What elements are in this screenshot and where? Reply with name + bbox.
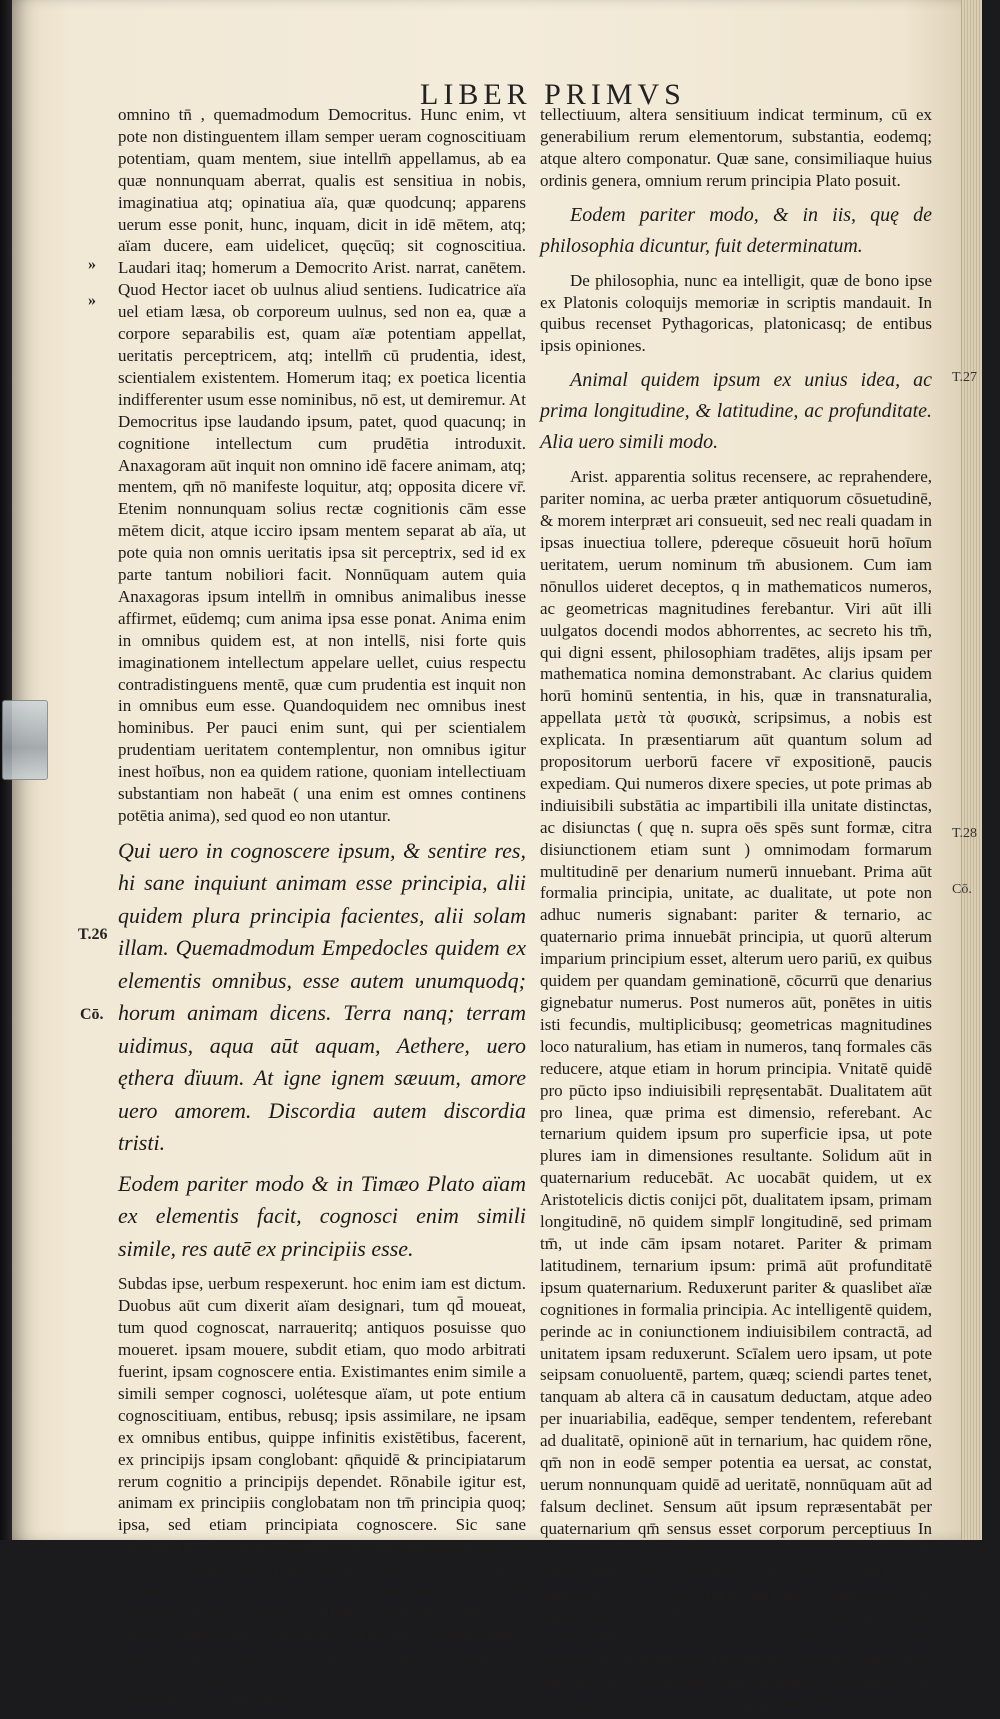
right-column: [540, 104, 932, 1719]
right-margin-notes: [952, 90, 980, 906]
left-column: [118, 104, 526, 1716]
margin-text-marker: T.28: [952, 826, 978, 841]
margin-comment-marker: Cō.: [80, 1006, 104, 1023]
margin-comment-marker: Cō.: [952, 882, 972, 897]
commentary-paragraph: Subdas ipse, uerbum respexerunt. hoc enim iam est dictum. Duobus aūt cum dixerit aïam designari, tum qd̄ moueat, tum quod cognoscat, narraueritq; antiquos posuisse quo moueret. ipsam mouere, subdit etiam, quo modo arbitrati fuerint, ipsam cognoscere entia. Existimantes enim simile a simili semper cognosci, uolétesque aïam, ut pote entium cognoscitiuam, entibus, rebusq; ipsis assimilare, ne ipsam ex omnibus entibus, quippe infinitis existētibus, facerent, ex principijs ipsam conglobant: qn̄quidē & principiatarum rerum cognitio a principijs dependet. Rōnabile igitur est, animam ex principiis conglobatam non tm̄ principia quoq; ipsa, sed etiam principiata cognoscere. Sic sane Empedocles ex quatuor elementis ipsam contexebat, atq; ex motiuis duobus principijs, amicitia, scilicet, & discordia: neque modo solum anima esse mixtionem ex omnibus illis dicebat principijs, sed & quodlibet principium, cum ualeat simile cognoscere. Cuiuslibet enim rei cognoscitiuum, dicebat animam esse. Plato aūt in Timeo ex indiuisibili substantia, eaque, quæ circa corpora compartita est, aïam cōponebat. Quarum altera in-: [118, 1274, 526, 1710]
text-passage: Eodem pariter modo, & in iis, quę de philosophia dicuntur, fuit determinatum.: [540, 203, 932, 257]
commentary-paragraph: tellectiuum, altera sensitiuum indicat terminum, cū ex generabilium rerum elementorum, substantia, eodemq; atque altero componatur. Quæ sane, consimiliaque huius ordinis genera, omnium rerum principia Plato posuit.: [540, 105, 932, 190]
text-passage: Qui uero in cognoscere ipsum, & sentire res, hi sane inquiunt animam esse principia, alii quidem plura principia facientes, alii solam illam. Quemadmodum Empedocles quidem ex elementis omnibus, esse autem unumquodq; horum animam dicens. Terra nanq; terram uidimus, aqua aūt aquam, Aethere, uero ęthera dïuum. At igne ignem sæuum, amore uero amorem. Discordia autem discordia tristi.: [118, 837, 526, 1156]
page-clip: [2, 700, 48, 780]
margin-quote-mark: »: [88, 256, 96, 273]
commentary-paragraph: Arist. apparentia solitus recensere, ac reprahendere, pariter nomina, ac uerba præter antiquorum cōsuetudinē, & morem interpræt ari consueuit, sed nec reali quadam in ipsas inuectiua tollere, pdereque cōsueuit horū hoīum ueritatem, uerum nominum tm̄ abusionem. Cum iam nōnullos uideret deceptos, q in mathematicos numeros, ac geometricas magnitudines ferebantur. Viri aūt illi uulgatos docendi modos abhorrentes, ac secreto his tm̄, qui digni essent, philosophiam tradētes, alijs ipsam per mathematica nomina demonstrabant. Ac clarius quidem horū hominū sententia, in his, quæ in transnaturalia, appellata μετὰ τὰ φυσικὰ, scripsimus, a nobis est explicata. In præsentiarum aūt quantum solum ad propositorum uerborū facere vr̄ expositionē, paucis expediam. Qui numeros dixere species, ut pote primas ab indiuisibili substātia ac impartibili illa unitate distinctas, ac disiunctas ( quę n. supra oēs spēs sunt formæ, citra disiunctionem etiam sunt ) omnimodam formarum multitudinē per denarium numerū innuebant. Prima aūt formalia principia, unitate, ac dualitate, ut pote non adhuc numeris signabant: pariter & ternario, ac quaternario prima innuebāt principia, ut quorū alterum imparium principium esset, alterum uero pariū, ex quibus quidem per quandam geminationē, cōcurrū que denarius gignebatur numerus. Post numeros aūt, ponētes in uitis isti fecundis, multiplicibusq; geometricas magnitudines loco naturalium, has etiam in numeros, tanq formales cās reducere, atque etiam in horum principia. Vnitatē quidē pro pūcto ipso indiuisibili repręsentabāt. Dualitatem aūt pro linea, quæ prima est dimensio, referebant. Ac ternarium quidem ipsum pro superficie ipsa, ut pote plures iam in dimensiones resultante. Solidum aūt in quaternarium reducebāt. Ac uocabāt quidem, ut ex Aristotelicis dictis conijci pōt, dualitatem ipsam, primam longitudinē, nō quidem simplr̄ longitudinē, sed primam tm̄, ut inde cām ipsam notaret. Pariter & primam latitudinem, ternarium ipsum: primā aūt profunditatē ipsum quaternarium. Reduxerunt pariter & quaslibet aïæ cognitiones in formalia principia. Ac intelligentē quidem, perinde ac in coniunctionem indiuisibilem contractā, ad unitatem ipsam reduxerunt. Scīalem uero ipsam, ut pote seipsam conuoluentē, partem, quæq; sciendi partes tenet, tanquam ab altera cā in causatum deductam, atque adeo per inuariabilia, eadēque, semper tendentem, referebant ad dualitatē, opinionē aūt in ternarium, hac quidem rōne, qm̄ non in eodē semper potentia ea uersat, ac constat, uerum nonnunquam quidē ad ueritatē, nonnūquam aūt ad falsum declinet. Sensum aūt ipsum repræsentabāt per quaternarium qm̄ sensus esset corporum perceptiuus In dualitate. n. unam tm̄ ab altera ad alteram unitatē, dimēsionem esse dicebant, in ternario, duas, ex quacunque ad alias duas unitates respiciendo. In quaternario treis. Reducebant ergo ad principia, tum cognoscibilia quæque, idest Entia, tum horum cognoscitiuas potentias. Diuidebant præterea Entia ipsa, non sećd'm latitudinem, sed secūdum profunditatē, in intelligibilia, scibilia opinabilia, ac sensibilia,: [540, 467, 932, 1713]
running-header: LIBER PRIMVS: [420, 78, 686, 111]
margin-text-marker: T.27: [952, 370, 978, 385]
text-passage: Animal quidem ipsum ex unius idea, ac prima longitudine, & latitudine, ac profunditate. Alia uero simili modo.: [540, 369, 932, 454]
commentary-paragraph: omnino tn̄ , quemadmodum Democritus. Hunc enim, vt pote non distinguentem illam semper ueram cognoscitiuam potentiam, quam mentem, siue intellm̄ appellamus, ab ea quæ nonnunquam aberrat, qualis est sensitiua in nobis, imaginatiua atq; opinatiua aïa, quæ quodcunq; apparens uerum esse ponit, hunc, inquam, dicit in idē mētem, atq; aïam ducere, eam uidelicet, quęcūq; sit cognoscitiua. Laudari itaq; homerum a Democrito Arist. narrat, canētem. Quod Hector iacet ob uulnus aliud sentiens. Iudicatrice aïa uel etiam læsa, ob corporeum uulnus, sed non ea, quæ a corpore separabilis est, quam aïæ potentiam appellat, ueritatis perceptricem, atq; intellm̄ cū prudentia, idest, scientialem existentem. Homerum itaq; ex poetica licentia indifferenter usum esse nominibus, nō est, ut demiremur. At Democritus ipse laudando ipsum, patet, quod quacunq; in cognitione intellectum cum prudētia introduxit. Anaxagoram aūt inquit non omnino idē facere animam, atq; mentem, qm̄ nō manifeste loquitur, atq; opposita dicere vr̄. Etenim nonnunquam solius rectæ cognitionis cām esse mētem dicit, atque icciro ipsam mentem separat ab aïa, ut pote quia non omnis ueritatis ipsa sit perceptrix, sed id ex parte tantum nobiliori facit. Nonnūquam autem quia Anaxagoras ipsum intellm̄ in omnibus animalibus inesse affirmet, eūdemq; cum anima ipsa esse ponat. Anima enim in omnibus quidem est, at non intells̄, nisi forte quis imaginationem intellectum appelare uellet, cuius respectu contradistinguens mentē, quæ cum prudentia est inquit non in omnibus eum esse. Quandoquidem nec omnibus inest hominibus. Per pauci enim sunt, qui per scientialem prudentiam ueritatem contemplentur, non omnibus igitur inest hoībus, non ea quidem ratione, quoniam intellectiuam substantiam non habeāt ( una enim est omnes continens potētia anima), sed quod eo non utantur.: [118, 105, 526, 825]
commentary-paragraph: De philosophia, nunc ea intelligit, quæ de bono ipse ex Platonis coloquijs memoriæ in scriptis mandauit. In quibus recenset Pythagoricas, platonicasq; de entibus ipsis opiniones.: [540, 270, 932, 356]
margin-text-marker: T.26: [78, 926, 108, 943]
text-passage: Eodem pariter modo & in Timæo Plato aïam ex elementis facit, cognosci enim simili simile, res autē ex principiis esse.: [118, 1170, 526, 1261]
margin-quote-mark: »: [88, 292, 96, 309]
